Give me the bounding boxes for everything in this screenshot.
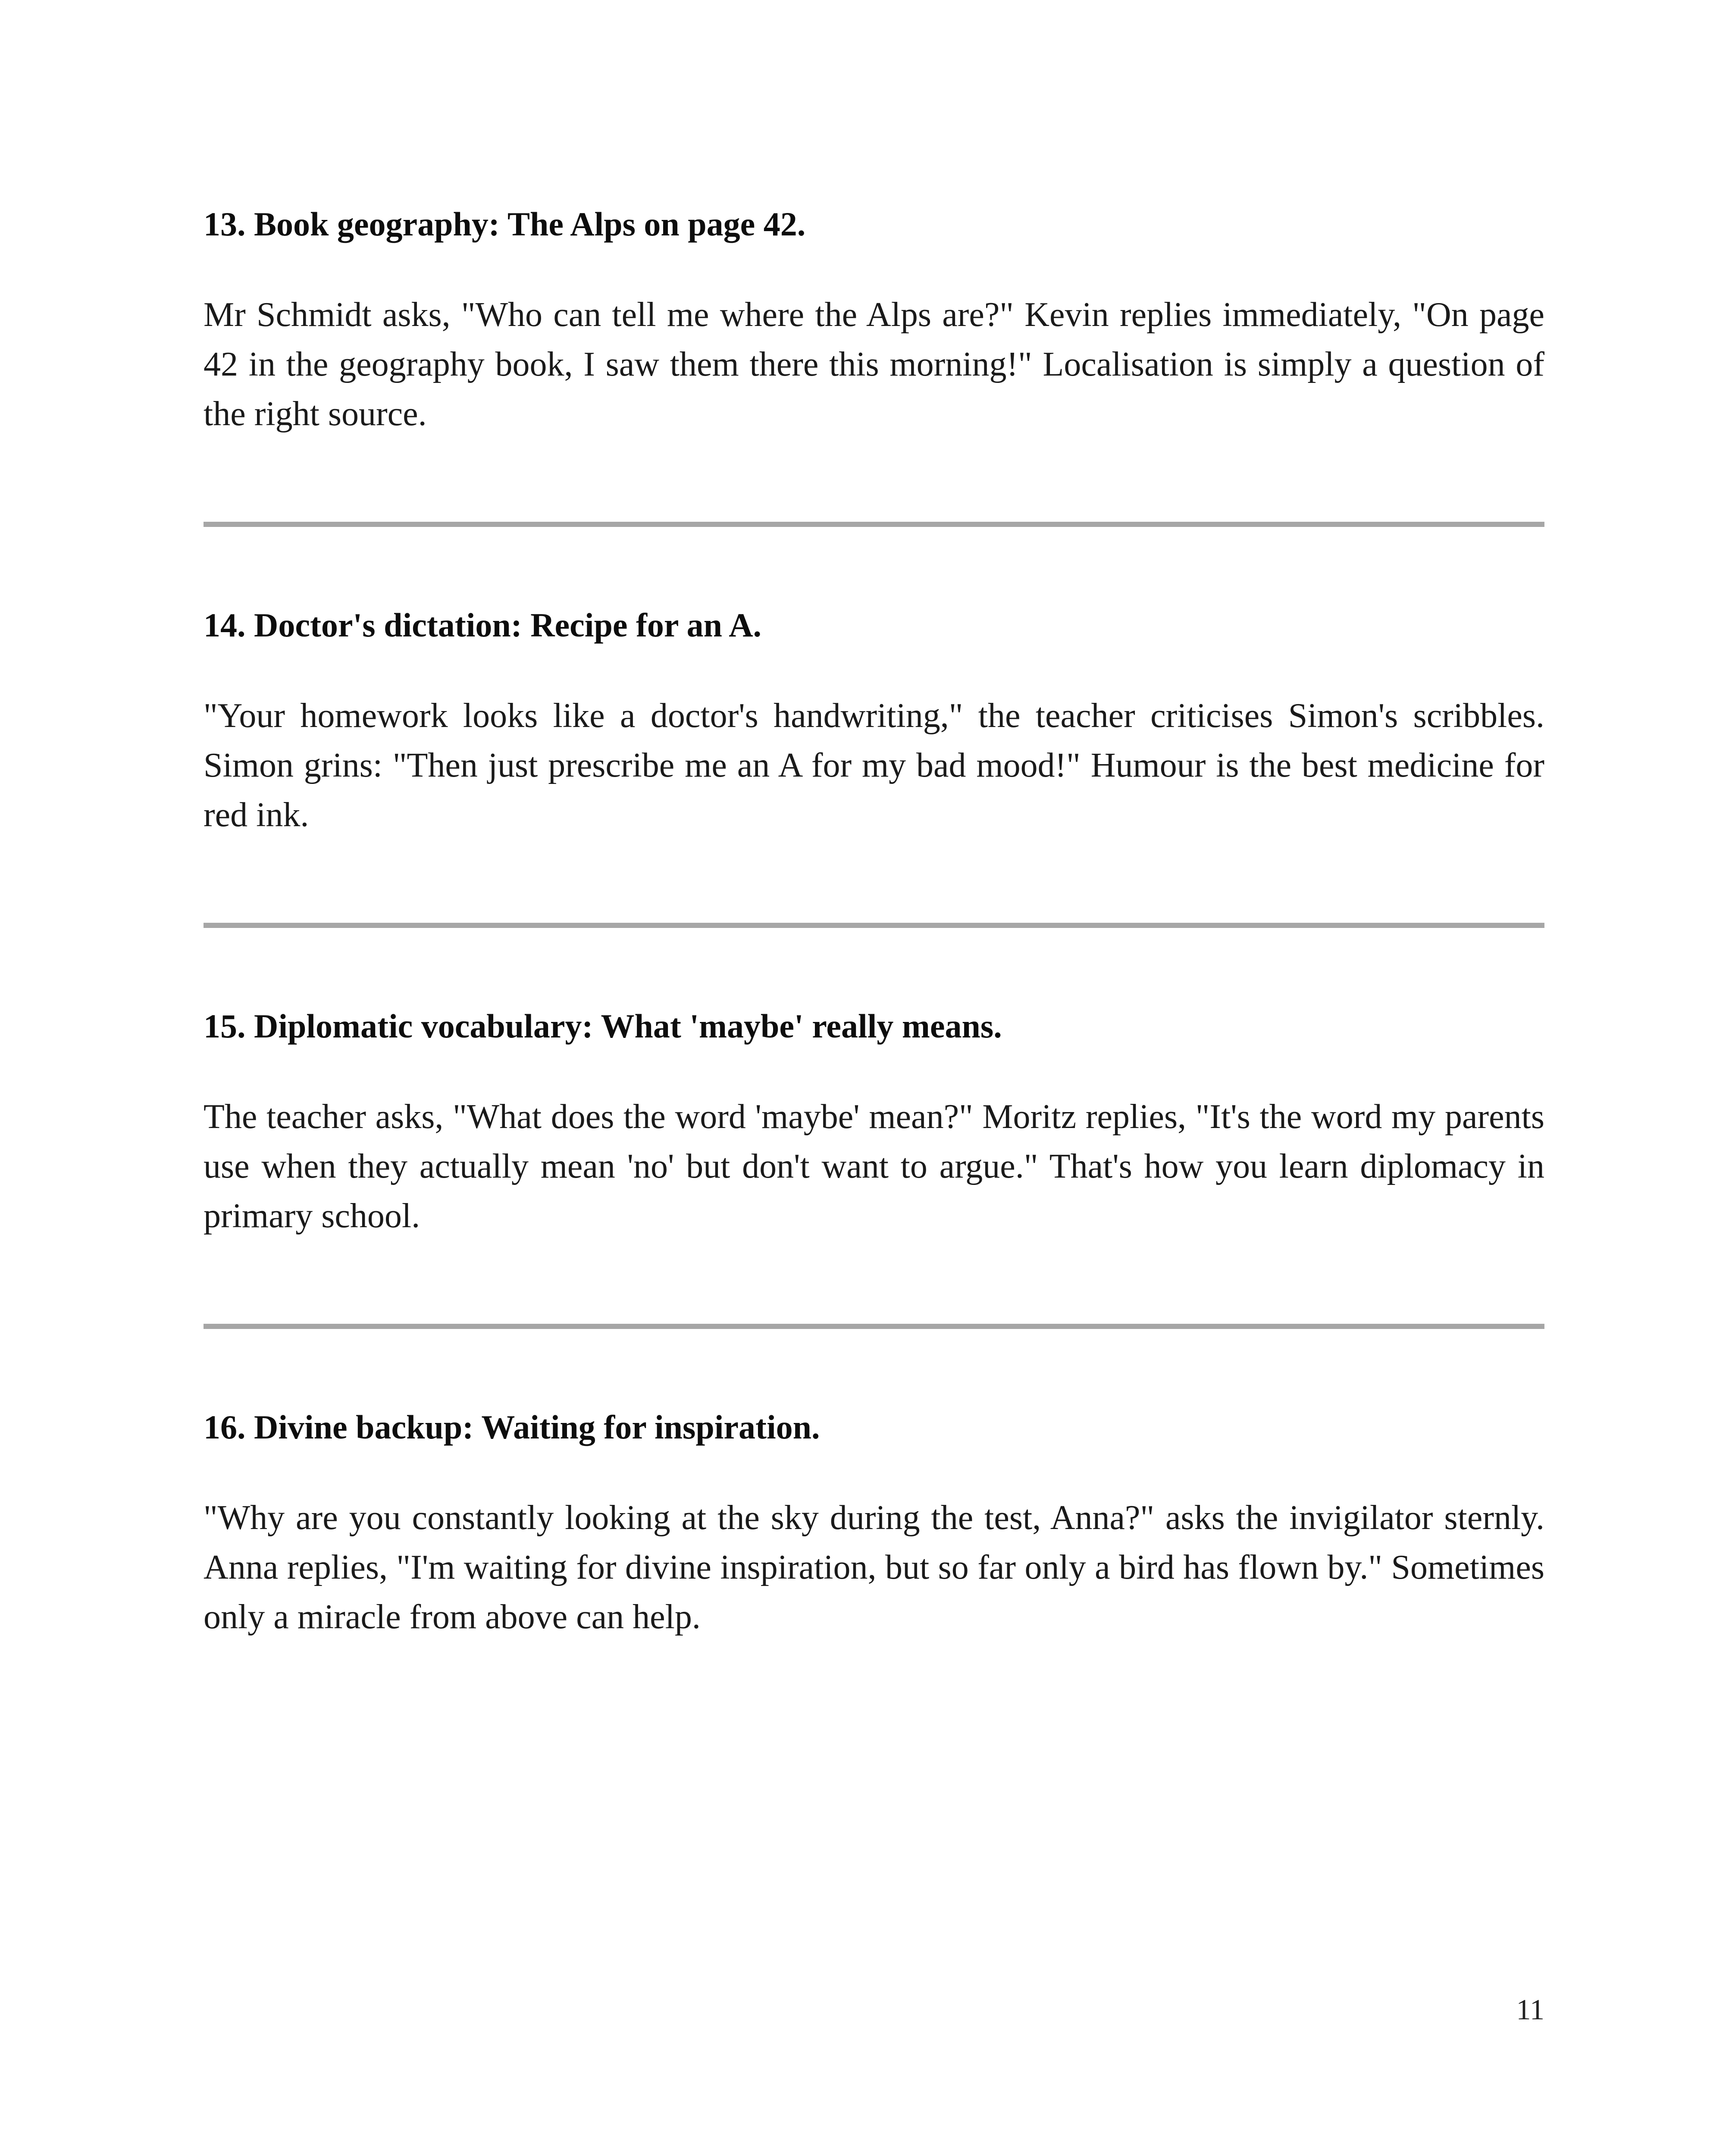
joke-section-16 <box>204 1406 1544 1642</box>
document-content <box>204 203 1544 1642</box>
section-body: "Your homework looks like a doctor's handwriting," the teacher criticises Simon's scribbles. Simon grins: "Then just prescribe me an A for my bad mood!" Humour is the best medicine for red ink. <box>204 697 1544 834</box>
joke-section-13 <box>204 203 1544 439</box>
section-body: Mr Schmidt asks, "Who can tell me where the Alps are?" Kevin replies immediately, "On page 42 in the geography book, I saw them there this morning!" Localisation is simply a question of the right source. <box>204 296 1544 433</box>
section-title: 13. Book geography: The Alps on page 42. <box>204 205 806 243</box>
section-title: 14. Doctor's dictation: Recipe for an A. <box>204 606 762 644</box>
section-title: 16. Divine backup: Waiting for inspiration. <box>204 1408 820 1446</box>
joke-section-15 <box>204 1005 1544 1241</box>
section-divider <box>204 522 1544 527</box>
section-divider <box>204 923 1544 928</box>
joke-section-14 <box>204 604 1544 840</box>
section-divider <box>204 1324 1544 1329</box>
section-body: "Why are you constantly looking at the sky during the test, Anna?" asks the invigilator sternly. Anna replies, "I'm waiting for divine inspiration, but so far only a bird has flown by." Sometimes only a miracle from above can help. <box>204 1499 1544 1636</box>
section-title: 15. Diplomatic vocabulary: What 'maybe' really means. <box>204 1007 1002 1045</box>
page-number: 11 <box>1516 1993 1544 2026</box>
section-body: The teacher asks, "What does the word 'maybe' mean?" Moritz replies, "It's the word my parents use when they actually mean 'no' but don't want to argue." That's how you learn diplomacy in primary school. <box>204 1098 1544 1235</box>
